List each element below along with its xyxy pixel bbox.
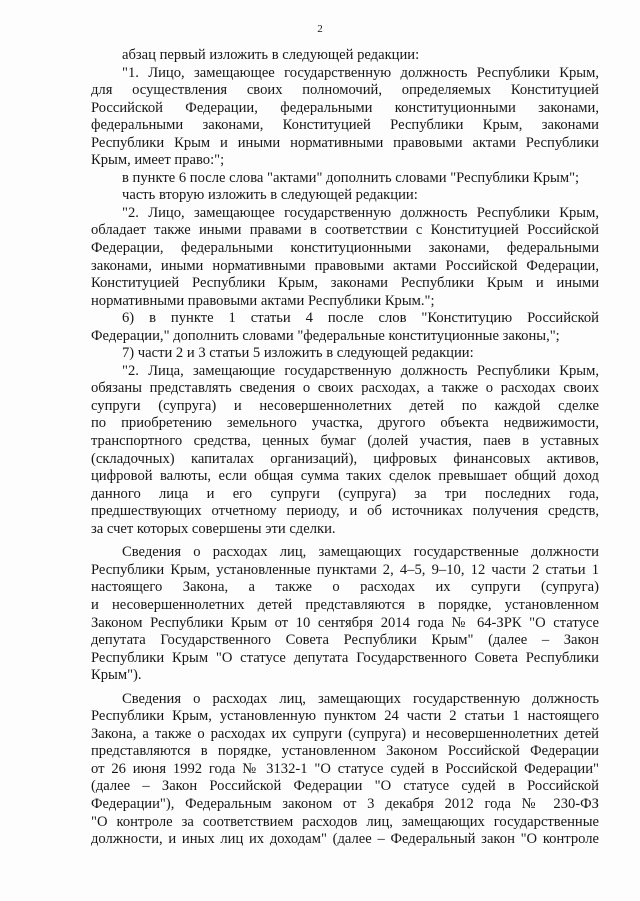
text-line: 6) в пункте 1 статьи 4 после слов "Конституцию Российской	[122, 310, 599, 327]
text-line: супруги (супруга) и несовершеннолетних детей по каждой сделке	[91, 397, 599, 414]
text-line: Конституцией Республики Крым, законами Республики Крым и иными	[91, 275, 599, 292]
text-line: "2. Лица, замещающие государственную должность Республики Крым,	[122, 362, 599, 379]
text-line: данного лица и его супруги (супруга) за три последних года,	[91, 485, 599, 502]
text-line: представляются в порядке, установленном Законом Российской Федерации	[91, 743, 599, 760]
text-line: обладает также иными правами в соответствии с Конституцией Российской	[91, 222, 599, 239]
text-line: Российской Федерации, федеральными конституционными законами,	[91, 99, 599, 116]
text-line: Крым").	[91, 667, 142, 684]
text-line: обязаны представлять сведения о своих расходах, а также о расходах своих	[91, 380, 599, 397]
paragraph	[91, 544, 599, 684]
text-line: от 26 июня 1992 года № 3132-1 "О статусе судей в Российской Федерации"	[91, 760, 599, 777]
text-line: законами, иными нормативными правовыми актами Российской Федерации,	[91, 257, 599, 274]
text-line: часть вторую изложить в следующей редакции:	[122, 187, 418, 204]
text-line: нормативными правовыми актами Республики Крым.";	[91, 292, 435, 309]
text-line: Крым, имеет право:";	[91, 152, 225, 169]
text-line: "1. Лицо, замещающее государственную должность Республики Крым,	[122, 64, 599, 81]
text-line: Законом Республики Крым от 10 сентября 2014 года № 64-ЗРК "О статусе	[91, 614, 599, 631]
text-line: должности, и иных лиц их доходам" (далее – Федеральный закон "О контроле	[91, 831, 599, 848]
text-line: в пункте 6 после слова "актами" дополнить словами "Республики Крым";	[122, 169, 580, 186]
paragraph	[91, 310, 599, 345]
text-line: 7) части 2 и 3 статьи 5 изложить в следующей редакции:	[122, 345, 474, 362]
text-line: Республики Крым, установленную пунктом 24 части 2 статьи 1 настоящего	[91, 708, 599, 725]
text-line: Республики Крым "О статусе депутата Государственного Совета Республики	[91, 649, 599, 666]
paragraph	[91, 65, 599, 170]
text-line: Федерации," дополнить словами "федеральные конституционные законы,";	[91, 327, 560, 344]
text-line: по приобретению земельного участка, другого объекта недвижимости,	[91, 415, 599, 432]
text-line: "О контроле за соответствием расходов лиц, замещающих государственные	[91, 813, 599, 830]
text-line: за счет которых совершены эти сделки.	[91, 520, 336, 537]
text-line: и несовершеннолетних детей представляются в порядке, установленном	[91, 596, 599, 613]
text-line: Республики Крым и иными нормативными правовыми актами Республики	[91, 134, 599, 151]
text-line: настоящего Закона, а также о расходах их супруги (супруга)	[91, 579, 599, 596]
paragraph	[91, 345, 599, 363]
paragraph	[91, 363, 599, 538]
paragraph	[91, 47, 599, 65]
text-line: Федерации"), Федеральным законом от 3 декабря 2012 года № 230-ФЗ	[91, 795, 599, 812]
text-line: Сведения о расходах лиц, замещающих государственные должности	[122, 544, 599, 561]
text-line: (складочных) капиталах организаций), цифровых финансовых активов,	[91, 450, 599, 467]
text-line: "2. Лицо, замещающее государственную должность Республики Крым,	[122, 204, 599, 221]
text-line: абзац первый изложить в следующей редакции:	[122, 47, 420, 63]
text-line: (далее – Закон Российской Федерации "О статусе судей в Российской	[91, 778, 599, 795]
text-line: для осуществления своих полномочий, определяемых Конституцией	[91, 82, 599, 99]
text-line: федеральными законами, Конституцией Республики Крым, законами	[91, 117, 599, 134]
text-line: цифровой валюты, если общая сумма таких сделок превышает общий доход	[91, 468, 599, 485]
text-line: Сведения о расходах лиц, замещающих государственную должность	[122, 690, 599, 707]
text-line: транспортного средства, ценных бумаг (долей участия, паев в уставных	[91, 433, 599, 450]
paragraph	[91, 170, 599, 188]
text-line: Закона, а также о расходах их супруги (супруга) и несовершеннолетних детей	[91, 725, 599, 742]
paragraph	[91, 205, 599, 310]
text-line: Федерации, федеральными конституционными законами, федеральными	[91, 240, 599, 257]
paragraph	[91, 187, 599, 205]
text-line: депутата Государственного Совета Республики Крым" (далее – Закон	[91, 632, 599, 649]
paragraph	[91, 691, 599, 849]
text-line: Республики Крым, установленные пунктами 2, 4–5, 9–10, 12 части 2 статьи 1	[91, 561, 599, 578]
text-line: предшествующих отчетному периоду, и об источниках получения средств,	[91, 503, 599, 520]
document-body	[91, 47, 599, 849]
page-number: 2	[317, 23, 323, 35]
